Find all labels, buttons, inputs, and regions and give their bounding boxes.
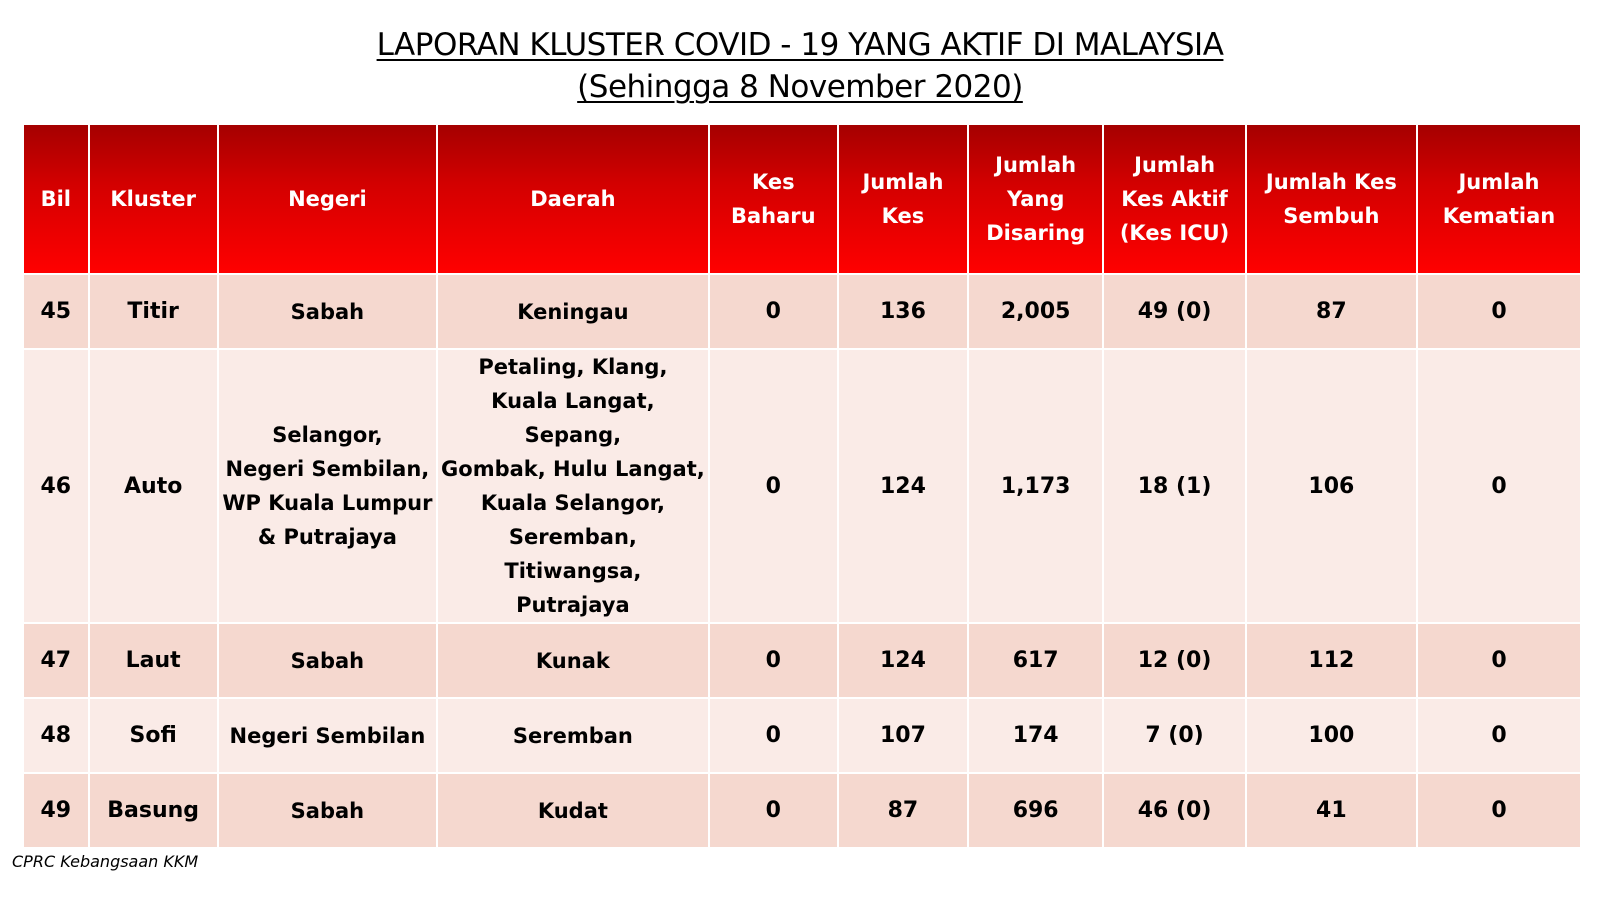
- cell-daerah: Seremban: [437, 698, 709, 773]
- cell-jumlah-kes: 124: [838, 349, 968, 623]
- cell-kluster: Auto: [89, 349, 218, 623]
- cell-kluster: Laut: [89, 623, 218, 698]
- title-line-1: LAPORAN KLUSTER COVID - 19 YANG AKTIF DI MALAYSIA: [376, 27, 1224, 63]
- cell-negeri: Sabah: [218, 773, 437, 848]
- cell-kes-sembuh: 87: [1246, 274, 1417, 349]
- table-row: [23, 698, 1581, 773]
- cell-jumlah-disaring: 696: [968, 773, 1103, 848]
- source-footer: CPRC Kebangsaan KKM: [12, 852, 199, 871]
- table-header-row: [23, 124, 1581, 274]
- cell-kes-sembuh: 41: [1246, 773, 1417, 848]
- cell-jumlah-disaring: 2,005: [968, 274, 1103, 349]
- cell-bil: 45: [23, 274, 89, 349]
- cell-kematian: 0: [1417, 698, 1581, 773]
- cell-kes-sembuh: 100: [1246, 698, 1417, 773]
- cell-kes-aktif: 7 (0): [1103, 698, 1245, 773]
- cell-kematian: 0: [1417, 349, 1581, 623]
- cell-kematian: 0: [1417, 274, 1581, 349]
- cell-daerah: Petaling, Klang, Kuala Langat, Sepang, Gombak, Hulu Langat, Kuala Selangor, Seremban, Titiwangsa, Putrajaya: [437, 349, 709, 623]
- cell-bil: 46: [23, 349, 89, 623]
- cell-kematian: 0: [1417, 623, 1581, 698]
- cell-kluster: Titir: [89, 274, 218, 349]
- cell-jumlah-disaring: 617: [968, 623, 1103, 698]
- header-negeri: Negeri: [218, 124, 437, 274]
- cell-kes-baharu: 0: [709, 274, 838, 349]
- table-row: [23, 349, 1581, 623]
- cell-bil: 48: [23, 698, 89, 773]
- cell-jumlah-kes: 124: [838, 623, 968, 698]
- cell-kes-aktif: 18 (1): [1103, 349, 1245, 623]
- header-kluster: Kluster: [89, 124, 218, 274]
- cell-negeri: Sabah: [218, 623, 437, 698]
- header-daerah: Daerah: [437, 124, 709, 274]
- title-line-2: (Sehingga 8 November 2020): [577, 69, 1023, 105]
- cell-bil: 47: [23, 623, 89, 698]
- table-row: [23, 274, 1581, 349]
- table-row: [23, 623, 1581, 698]
- table-row: [23, 773, 1581, 848]
- header-kes-aktif: Jumlah Kes Aktif (Kes ICU): [1103, 124, 1245, 274]
- cell-negeri: Sabah: [218, 274, 437, 349]
- cell-kes-aktif: 12 (0): [1103, 623, 1245, 698]
- header-bil: Bil: [23, 124, 89, 274]
- cell-jumlah-disaring: 1,173: [968, 349, 1103, 623]
- cell-kluster: Basung: [89, 773, 218, 848]
- cell-kes-sembuh: 112: [1246, 623, 1417, 698]
- cell-kes-sembuh: 106: [1246, 349, 1417, 623]
- cell-daerah: Kudat: [437, 773, 709, 848]
- report-title: [0, 24, 1600, 108]
- cell-kes-baharu: 0: [709, 349, 838, 623]
- cell-jumlah-kes: 136: [838, 274, 968, 349]
- cell-daerah: Kunak: [437, 623, 709, 698]
- cell-jumlah-disaring: 174: [968, 698, 1103, 773]
- cell-jumlah-kes: 107: [838, 698, 968, 773]
- cell-kes-baharu: 0: [709, 698, 838, 773]
- cell-negeri: Selangor, Negeri Sembilan, WP Kuala Lumpur & Putrajaya: [218, 349, 437, 623]
- cell-kes-aktif: 46 (0): [1103, 773, 1245, 848]
- cell-kes-aktif: 49 (0): [1103, 274, 1245, 349]
- cell-bil: 49: [23, 773, 89, 848]
- cell-kes-baharu: 0: [709, 773, 838, 848]
- cell-jumlah-kes: 87: [838, 773, 968, 848]
- cell-kluster: Sofi: [89, 698, 218, 773]
- header-kes-baharu: Kes Baharu: [709, 124, 838, 274]
- cell-negeri: Negeri Sembilan: [218, 698, 437, 773]
- header-jumlah-disaring: Jumlah Yang Disaring: [968, 124, 1103, 274]
- cluster-table: [22, 123, 1582, 849]
- header-jumlah-kes: Jumlah Kes: [838, 124, 968, 274]
- header-kes-sembuh: Jumlah Kes Sembuh: [1246, 124, 1417, 274]
- cell-kes-baharu: 0: [709, 623, 838, 698]
- header-kematian: Jumlah Kematian: [1417, 124, 1581, 274]
- cell-kematian: 0: [1417, 773, 1581, 848]
- cell-daerah: Keningau: [437, 274, 709, 349]
